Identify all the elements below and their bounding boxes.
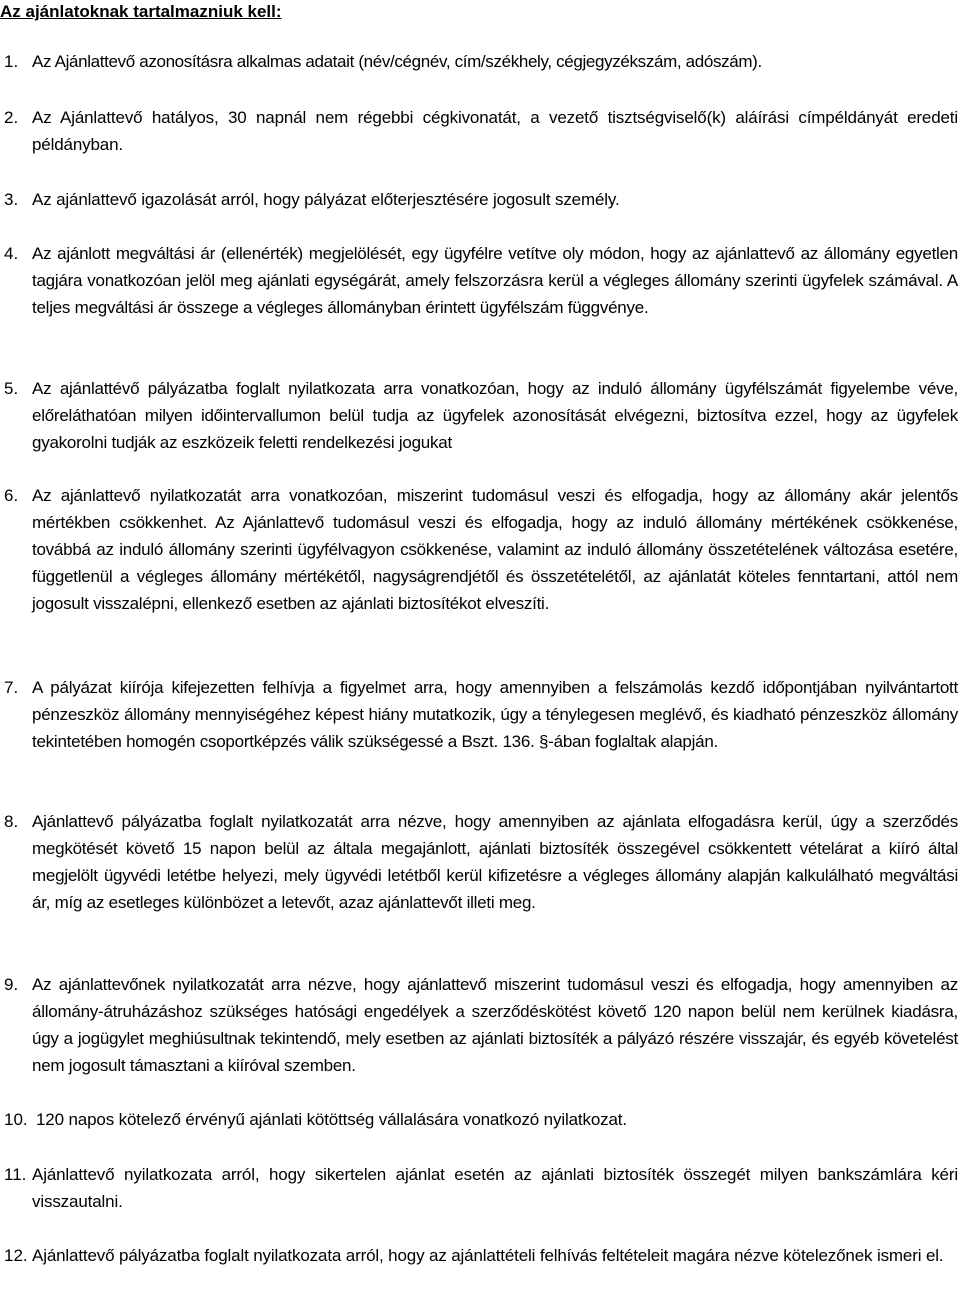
list-item-number: 3. (4, 190, 19, 209)
list-item-1 (0, 48, 958, 75)
list-item-text: Ajánlattevő pályázatba foglalt nyilatkozatát arra nézve, hogy amennyiben az ajánlata elfogadásra kerül, úgy a szerződés megkötését követő 15 napon belül az általa megajánlott, ajánlati biztosíték összegével csökkentett vételárat a kiíró által megjelölt ügyvédi letétbe helyezi, mely ügyvédi letétből kerül kifizetésre a végleges állomány alapján kalkulálható megváltási ár, míg az esetleges különbözet a letevőt, azaz ajánlattevőt illeti meg. (32, 812, 958, 912)
list-item-text: Az ajánlattévő pályázatba foglalt nyilatkozata arra vonatkozóan, hogy az induló állomány ügyfélszámát figyelembe véve, előreláthatóan milyen időintervallumon belül tudja az ügyfelek azonosítását elvégezni, biztosítva ezzel, hogy az ügyfelek gyakorolni tudják az eszközeik feletti rendelkezési jogukat (32, 379, 958, 452)
list-item-number: 7. (4, 678, 19, 697)
list-item-11 (0, 1161, 958, 1215)
list-item-text: 120 napos kötelező érvényű ajánlati kötöttség vállalására vonatkozó nyilatkozat. (36, 1110, 627, 1129)
list-item-6 (0, 482, 958, 617)
list-item-text: Az Ajánlattevő azonosításra alkalmas adatait (név/cégnév, cím/székhely, cégjegyzékszám, adószám). (32, 52, 762, 71)
list-item-2 (0, 104, 958, 158)
list-item-number: 6. (4, 486, 19, 505)
list-item-10 (0, 1106, 958, 1133)
list-item-text: Az Ajánlattevő hatályos, 30 napnál nem régebbi cégkivonatát, a vezető tisztségviselő(k) aláírási címpéldányát eredeti példányban. (32, 108, 958, 154)
list-item-text: Az ajánlattevőnek nyilatkozatát arra nézve, hogy ajánlattevő miszerint tudomásul veszi és elfogadja, hogy amennyiben az állomány-átruházáshoz szükséges hatósági engedélyek a szerződéskötést követő 120 napon belül nem kerülnek kiadásra, úgy a jogügylet meghiúsultnak tekintendő, mely esetben az ajánlati biztosíték a pályázó részére visszajár, és egyéb követelést nem jogosult támasztani a kiíróval szemben. (32, 975, 958, 1075)
list-item-7 (0, 674, 958, 755)
list-item-number: 9. (4, 975, 19, 994)
list-item-number: 10. (4, 1110, 28, 1129)
list-item-number: 2. (4, 108, 19, 127)
list-item-3 (0, 186, 958, 213)
list-item-text: Ajánlattevő nyilatkozata arról, hogy sikertelen ajánlat esetén az ajánlati biztosíték összegét milyen bankszámlára kéri visszautalni. (32, 1165, 958, 1211)
list-item-number: 1. (4, 52, 19, 71)
list-item-number: 5. (4, 379, 19, 398)
list-item-4 (0, 240, 958, 321)
document-heading: Az ajánlatoknak tartalmazniuk kell: (0, 2, 282, 21)
list-item-number: 8. (4, 812, 19, 831)
list-item-text: Az ajánlattevő nyilatkozatát arra vonatkozóan, miszerint tudomásul veszi és elfogadja, hogy az állomány akár jelentős mértékben csökkenhet. Az Ajánlattevő tudomásul veszi és elfogadja, hogy az induló állomány mértékének csökkenése, továbbá az induló állomány szerinti ügyfélvagyon csökkenése, valamint az induló állomány összetételének változása esetére, függetlenül a végleges állomány mértékétől, nagyságrendjétől és összetételétől, az ajánlatát köteles fenntartani, attól nem jogosult visszalépni, ellenkező esetben az ajánlati biztosítékot elveszíti. (32, 486, 958, 613)
list-item-9 (0, 971, 958, 1079)
list-item-number: 12. (4, 1246, 28, 1265)
list-item-8 (0, 808, 958, 916)
list-item-12 (0, 1242, 958, 1269)
list-item-text: Ajánlattevő pályázatba foglalt nyilatkozata arról, hogy az ajánlattételi felhívás feltételeit magára nézve kötelezőnek ismeri el. (32, 1246, 944, 1265)
list-item-text: Az ajánlott megváltási ár (ellenérték) megjelölését, egy ügyfélre vetítve oly módon, hogy az ajánlattevő az állomány egyetlen tagjára vonatkozóan jelöl meg ajánlati egységárát, amely felszorzásra kerül a végleges állomány szerinti ügyfelek számával. A teljes megváltási ár összege a végleges állományban érintett ügyfélszám függvénye. (32, 244, 958, 317)
list-item-number: 11. (4, 1165, 27, 1184)
list-item-number: 4. (4, 244, 19, 263)
list-item-text: A pályázat kiírója kifejezetten felhívja a figyelmet arra, hogy amennyiben a felszámolás kezdő időpontjában nyilvántartott pénzeszköz állomány mennyiségéhez képest hiány mutatkozik, úgy a ténylegesen meglévő, és kiadható pénzeszköz állomány tekintetében homogén csoportképzés válik szükségessé a Bszt. 136. §-ában foglaltak alapján. (32, 678, 958, 751)
list-item-text: Az ajánlattevő igazolását arról, hogy pályázat előterjesztésére jogosult személy. (32, 190, 620, 209)
list-item-5 (0, 375, 958, 456)
